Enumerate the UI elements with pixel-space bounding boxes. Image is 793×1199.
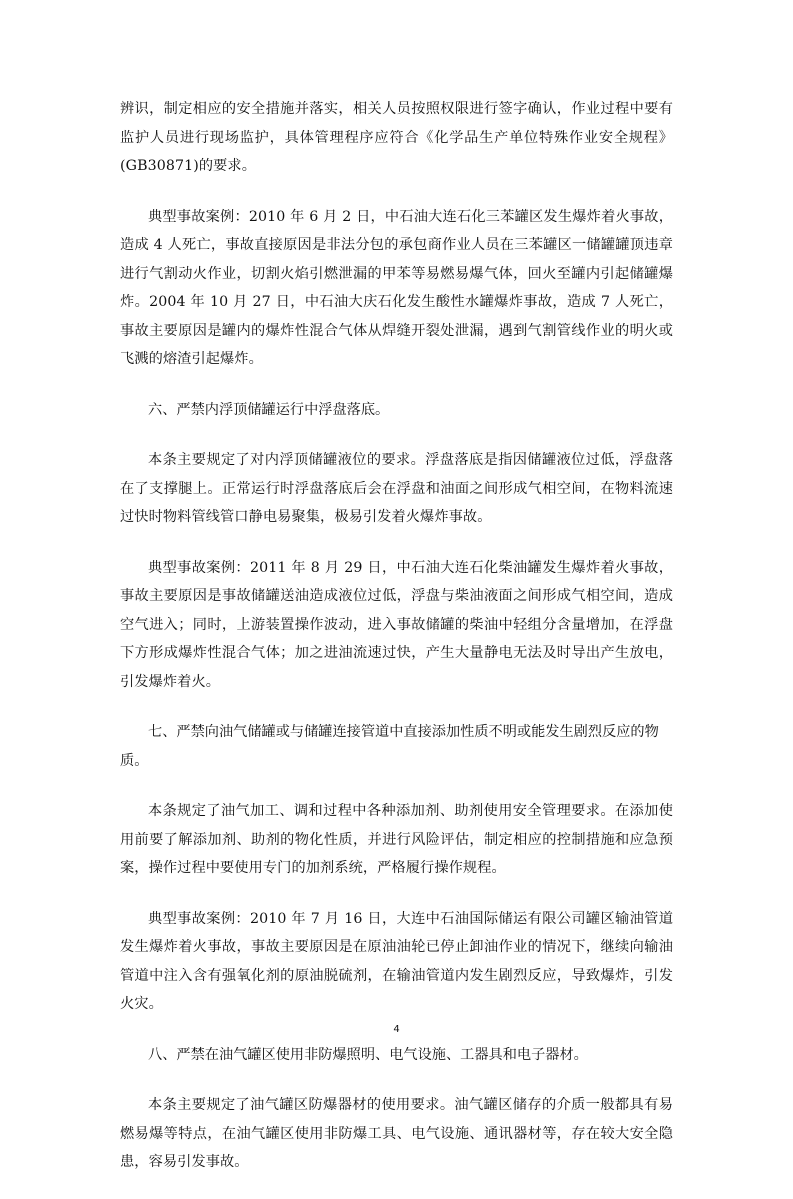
paragraph-continuation: 辨识，制定相应的安全措施并落实，相关人员按照权限进行签字确认，作业过程中要有监护人员进行现场监护，具体管理程序应符合《化学品生产单位特殊作业安全规程》(GB30871)的要求。 — [120, 101, 673, 174]
paragraph-section-7-body: 本条规定了油气加工、调和过程中各种添加剂、助剂使用安全管理要求。在添加使用前要了解添加剂、助剂的物化性质，并进行风险评估，制定相应的控制措施和应急预案，操作过程中要使用专门的加剂系统，严格履行操作规程。 — [120, 803, 673, 876]
paragraph-accident-case-1: 典型事故案例：2010 年 6 月 2 日，中石油大连石化三苯罐区发生爆炸着火事故，造成 4 人死亡，事故直接原因是非法分包的承包商作业人员在三苯罐区一储罐罐顶违章进行气割动火作业，切割火焰引燃泄漏的甲苯等易燃易爆气体，回火至罐内引起储罐爆炸。2004 年 10 月 27 日，中石油大庆石化发生酸性水罐爆炸事故，造成 7 人死亡，事故主要原因是罐内的爆炸性混合气体从焊缝开裂处泄漏，遇到气割管线作业的明火或飞溅的熔渣引起爆炸。 — [120, 208, 673, 367]
section-heading-7: 七、严禁向油气储罐或与储罐连接管道中直接添加性质不明或能发生剧烈反应的物质。 — [120, 724, 659, 769]
paragraph-section-8-body: 本条主要规定了油气罐区防爆器材的使用要求。油气罐区储存的介质一般都具有易燃易爆等特点，在油气罐区使用非防爆工具、电气设施、通讯器材等，存在较大安全隐患，容易引发事故。 — [120, 1097, 673, 1170]
page-number: 4 — [393, 1024, 400, 1035]
paragraph-section-6-body: 本条主要规定了对内浮顶储罐液位的要求。浮盘落底是指因储罐液位过低，浮盘落在了支撑腿上。正常运行时浮盘落底后会在浮盘和油面之间形成气相空间，在物料流速过快时物料管线管口静电易聚集，极易引发着火爆炸事故。 — [120, 452, 673, 525]
paragraph-accident-case-3: 典型事故案例：2010 年 7 月 16 日，大连中石油国际储运有限公司罐区输油管道发生爆炸着火事故，事故主要原因是在原油油轮已停止卸油作业的情况下，继续向输油管道中注入含有强氧化剂的原油脱硫剂，在输油管道内发生剧烈反应，导致爆炸，引发火灾。 — [120, 910, 673, 1012]
section-heading-8: 八、严禁在油气罐区使用非防爆照明、电气设施、工器具和电子器材。 — [148, 1046, 588, 1063]
section-heading-6: 六、严禁内浮顶储罐运行中浮盘落底。 — [148, 401, 390, 418]
paragraph-accident-case-2: 典型事故案例：2011 年 8 月 29 日，中石油大连石化柴油罐发生爆炸着火事故，事故主要原因是事故储罐送油造成液位过低，浮盘与柴油液面之间形成气相空间，造成空气进入；同时，上游装置操作波动，进入事故储罐的柴油中轻组分含量增加，在浮盘下方形成爆炸性混合气体；加之进油流速过快，产生大量静电无法及时导出产生放电，引发爆炸着火。 — [120, 559, 673, 690]
